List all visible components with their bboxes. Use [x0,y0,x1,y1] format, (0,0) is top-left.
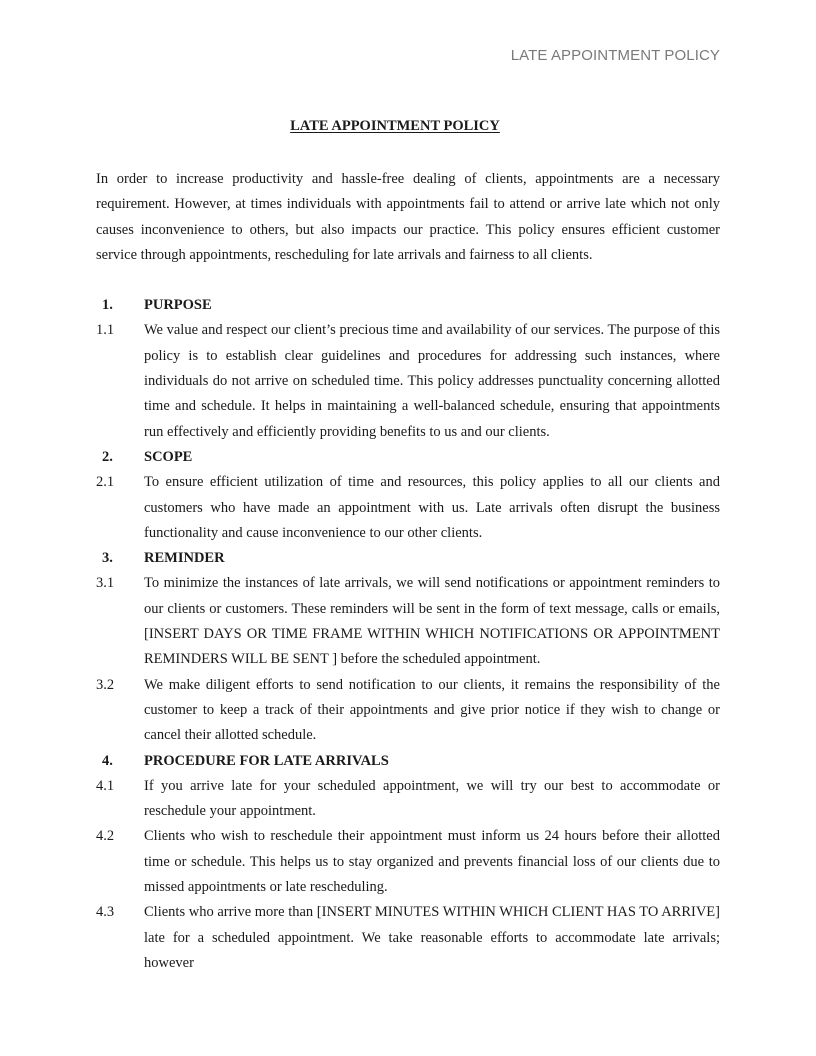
clause-3-1 [96,571,720,672]
clause-4-2 [96,824,720,900]
section-number: 4. [102,752,113,769]
section-title: PROCEDURE FOR LATE ARRIVALS [144,752,389,769]
section-heading-purpose [96,293,720,318]
document-body [96,167,720,976]
document-title: LATE APPOINTMENT POLICY [290,118,500,134]
clause-3-2 [96,673,720,749]
section-title: REMINDER [144,550,225,567]
running-header: LATE APPOINTMENT POLICY [510,47,720,64]
clause-text: We make diligent efforts to send notification to our clients, it remains the responsibility of the customer to keep a track of their appointments and give prior notice if they wish to change or cancel their allotted schedule. [144,676,720,744]
section-heading-scope [96,445,720,470]
section-title: SCOPE [144,448,193,465]
section-heading-reminder [96,546,720,571]
clause-2-1 [96,470,720,546]
section-title: PURPOSE [144,297,212,314]
clause-number: 3.2 [96,676,115,693]
clause-4-3 [96,900,720,976]
clause-number: 1.1 [96,322,115,339]
clause-text: If you arrive late for your scheduled appointment, we will try our best to accommodate or reschedule your appointment. [144,777,720,820]
clause-number: 3.1 [96,575,115,592]
clause-1-1 [96,318,720,444]
clause-4-1 [96,774,720,825]
clause-text: We value and respect our client’s precious time and availability of our services. The purpose of this policy is to establish clear guidelines and procedures for addressing such instances, where individuals do not arrive on scheduled time. This policy addresses punctuality concerning allotted time and schedule. It helps in maintaining a well-balanced schedule, ensuring that appointments run effectively and efficiently providing benefits to us and our clients. [144,322,720,440]
clause-text: To minimize the instances of late arrivals, we will send notifications or appointment reminders to our clients or customers. These reminders will be sent in the form of text message, calls or emails, [INSERT DAYS OR TIME FRAME WITHIN WHICH NOTIFICATIONS OR APPOINTMENT REMINDERS WILL BE SENT ] before the scheduled appointment. [144,575,720,668]
clause-number: 2.1 [96,474,115,491]
clause-number: 4.3 [96,904,115,921]
intro-paragraph: In order to increase productivity and hassle-free dealing of clients, appointments are a necessary requirement. However, at times individuals with appointments fail to attend or arrive late which not only causes inconvenience to others, but also impacts our practice. This policy ensures efficient customer service through appointments, rescheduling for late arrivals and fairness to all clients. [96,171,720,263]
clause-text: Clients who wish to reschedule their appointment must inform us 24 hours before their allotted time or schedule. This helps us to stay organized and prevents financial loss of our clients due to missed appointments or late rescheduling. [144,828,720,896]
clause-number: 4.1 [96,777,115,794]
section-heading-procedure [96,749,720,774]
section-number: 1. [102,297,113,314]
clause-number: 4.2 [96,828,115,845]
clause-text: To ensure efficient utilization of time and resources, this policy applies to all our clients and customers who have made an appointment with us. Late arrivals often disrupt the business functionality and cause inconvenience to our other clients. [144,474,720,541]
section-number: 2. [102,448,113,465]
section-number: 3. [102,550,113,567]
clause-text: Clients who arrive more than [INSERT MINUTES WITHIN WHICH CLIENT HAS TO ARRIVE] late for a scheduled appointment. We take reasonable efforts to accommodate late arrivals; however [144,904,720,971]
